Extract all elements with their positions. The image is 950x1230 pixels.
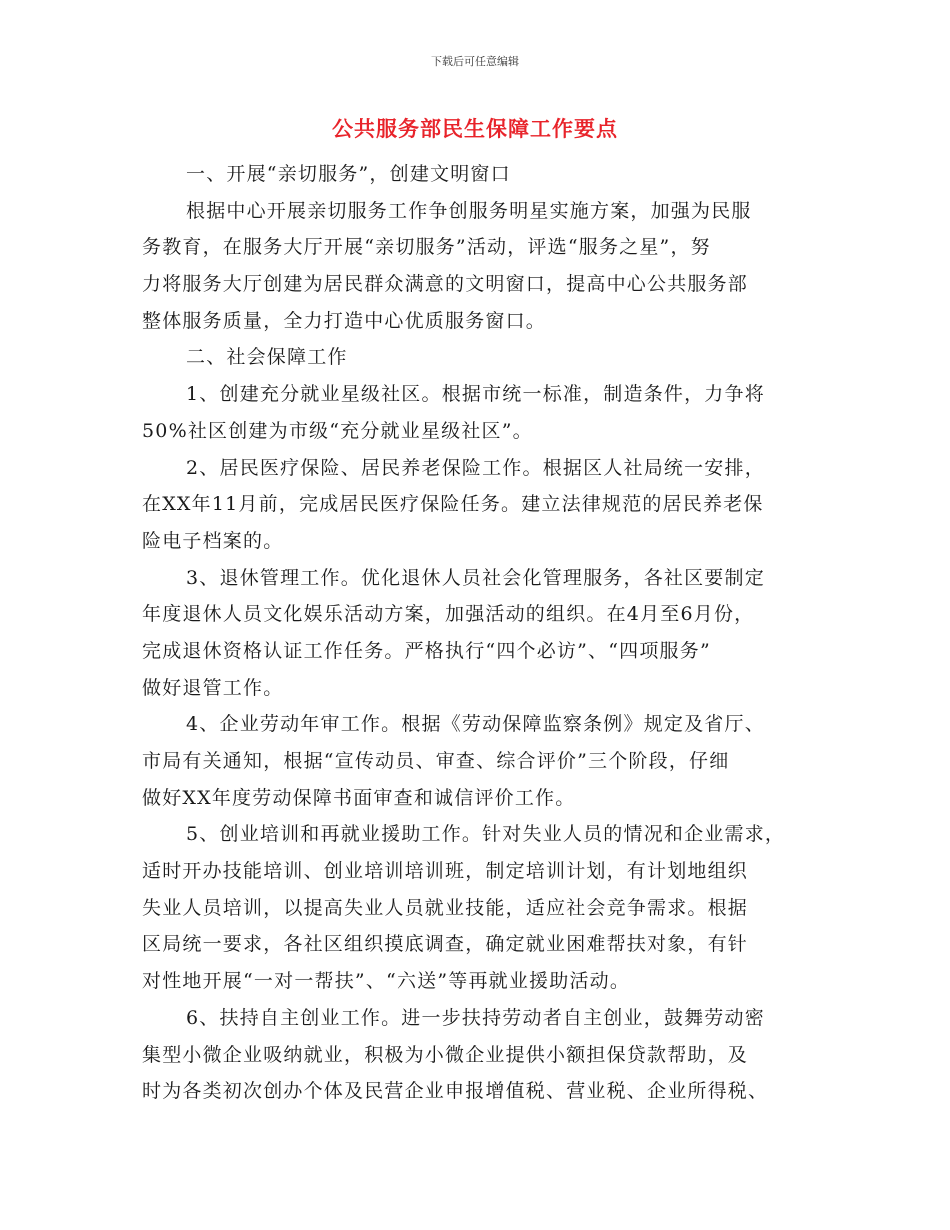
body-text-line: 二、社会保障工作	[186, 346, 348, 369]
body-text-line: 在XX年11月前，完成居民医疗保险任务。建立法律规范的居民养老保	[142, 493, 764, 516]
body-text-line: 2、居民医疗保险、居民养老保险工作。根据区人社局统一安排，	[186, 456, 765, 479]
body-text-line: 1、创建充分就业星级社区。根据市统一标准，制造条件，力争将	[186, 383, 765, 406]
body-text-line: 适时开办技能培训、创业培训培训班，制定培训计划，有计划地组织	[142, 860, 749, 883]
body-text-line: 集型小微企业吸纳就业，积极为小微企业提供小额担保贷款帮助，及	[142, 1043, 749, 1066]
body-text-line: 6、扶持自主创业工作。进一步扶持劳动者自主创业，鼓舞劳动密	[186, 1006, 765, 1029]
body-text-line: 对性地开展“一对一帮扶”、“六送”等再就业援助活动。	[142, 970, 631, 993]
document-body	[142, 156, 822, 1110]
body-text-line: 5、创业培训和再就业援助工作。针对失业人员的情况和企业需求，	[186, 823, 786, 846]
body-text-line: 险电子档案的。	[142, 529, 284, 552]
header-note: 下载后可任意编辑	[431, 55, 519, 68]
body-text-line: 整体服务质量，全力打造中心优质服务窗口。	[142, 309, 547, 332]
body-text-line: 年度退休人员文化娱乐活动方案，加强活动的组织。在4月至6月份，	[142, 603, 755, 626]
body-text-line: 失业人员培训，以提高失业人员就业技能，适应社会竞争需求。根据	[142, 896, 749, 919]
body-text-line: 根据中心开展亲切服务工作争创服务明星实施方案，加强为民服	[186, 199, 752, 222]
body-text-line: 50%社区创建为市级“充分就业星级社区”。	[142, 419, 533, 442]
body-text-line: 时为各类初次创办个体及民营企业申报增值税、营业税、企业所得税、	[142, 1080, 769, 1103]
body-text-line: 市局有关通知，根据“宣传动员、审查、综合评价”三个阶段，仔细	[142, 750, 730, 772]
body-text-line: 力将服务大厅创建为居民群众满意的文明窗口，提高中心公共服务部	[142, 273, 749, 296]
body-text-line: 做好退管工作。	[142, 676, 284, 699]
document-title: 公共服务部民生保障工作要点	[332, 117, 618, 141]
body-text-line: 一、开展“亲切服务”，创建文明窗口	[186, 163, 511, 185]
body-text-line: 完成退休资格认证工作任务。严格执行“四个必访”、“四项服务”	[142, 639, 711, 662]
body-text-line: 区局统一要求，各社区组织摸底调查，确定就业困难帮扶对象，有针	[142, 933, 749, 956]
body-text-line: 3、退休管理工作。优化退休人员社会化管理服务，各社区要制定	[186, 566, 765, 589]
body-text-line: 4、企业劳动年审工作。根据《劳动保障监察条例》规定及省厅、	[186, 713, 765, 736]
body-text-line: 做好XX年度劳动保障书面审查和诚信评价工作。	[142, 786, 576, 809]
body-text-line: 务教育，在服务大厅开展“亲切服务”活动，评选“服务之星”，努	[142, 236, 711, 259]
